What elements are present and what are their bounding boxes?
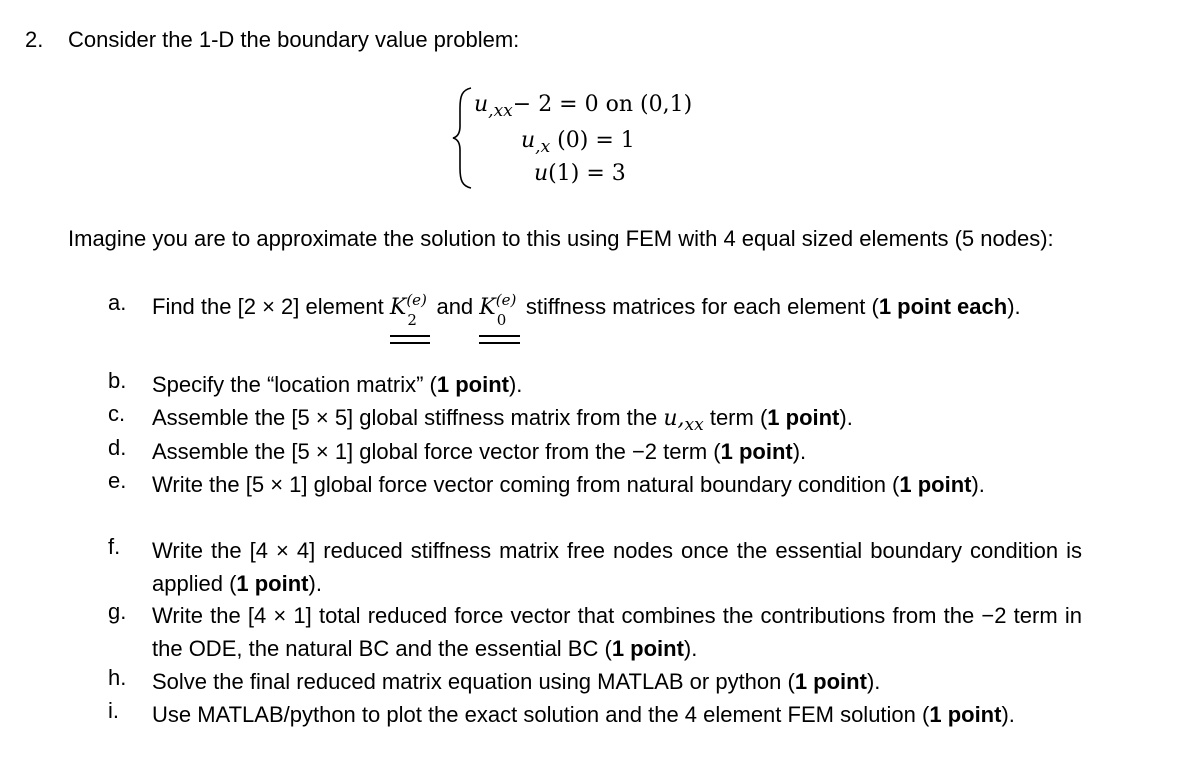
item-marker-f: f. (108, 534, 121, 559)
item-marker-e: e. (108, 468, 127, 493)
equation-ode: $u_{,xx}- 2 = 0$ on (0,1) (474, 92, 693, 121)
uxx-term: $u,_{xx}$ (663, 406, 704, 435)
list-item-f: Write the [4 × 4] reduced stiffness matrix free nodes once the essential boundary condition is applied (1 point). (152, 538, 1082, 596)
equation-essential-bc: u(1) = 3 (534, 161, 626, 186)
question-title: Consider the 1-D the boundary value problem: (68, 27, 520, 52)
item-marker-g: g. (108, 599, 127, 624)
list-item-i: Use MATLAB/python to plot the exact solution and the 4 element FEM solution (1 point). (152, 702, 1015, 727)
k2-matrix-symbol: K (e) 2 (390, 284, 430, 332)
item-marker-i: i. (108, 698, 119, 723)
list-item-d: Assemble the [5 × 1] global force vector from the −2 term (1 point). (152, 439, 807, 464)
list-item-g: Write the [4 × 1] total reduced force vector that combines the contributions from the −2 term in the ODE, the natural BC and the essential BC (1 point). (152, 603, 1082, 661)
question-number: 2. (25, 27, 44, 52)
item-marker-h: h. (108, 665, 127, 690)
item-marker-b: b. (108, 368, 127, 393)
list-item-b: Specify the “location matrix” (1 point). (152, 372, 523, 397)
left-brace (452, 86, 474, 190)
item-marker-d: d. (108, 435, 127, 460)
k0-matrix-symbol: K (e) 0 (479, 284, 519, 332)
equation-natural-bc: $u_{,x}$ (0) = 1 (521, 128, 635, 157)
item-marker-a: a. (108, 290, 127, 315)
intro-paragraph: Imagine you are to approximate the solution to this using FEM with 4 equal sized elements (5 nodes): (68, 226, 1054, 251)
list-item-c: Assemble the [5 × 5] global stiffness matrix from the $u,_{xx}$ term (1 point). (152, 405, 853, 435)
list-item-h: Solve the final reduced matrix equation using MATLAB or python (1 point). (152, 669, 881, 694)
list-item-e: Write the [5 × 1] global force vector coming from natural boundary condition (1 point). (152, 472, 985, 497)
item-marker-c: c. (108, 401, 126, 426)
list-item-a: Find the [2 × 2] element K (e) 2 and K (e) 0 stiffness matrices for each element (1 point each). (152, 283, 1082, 332)
